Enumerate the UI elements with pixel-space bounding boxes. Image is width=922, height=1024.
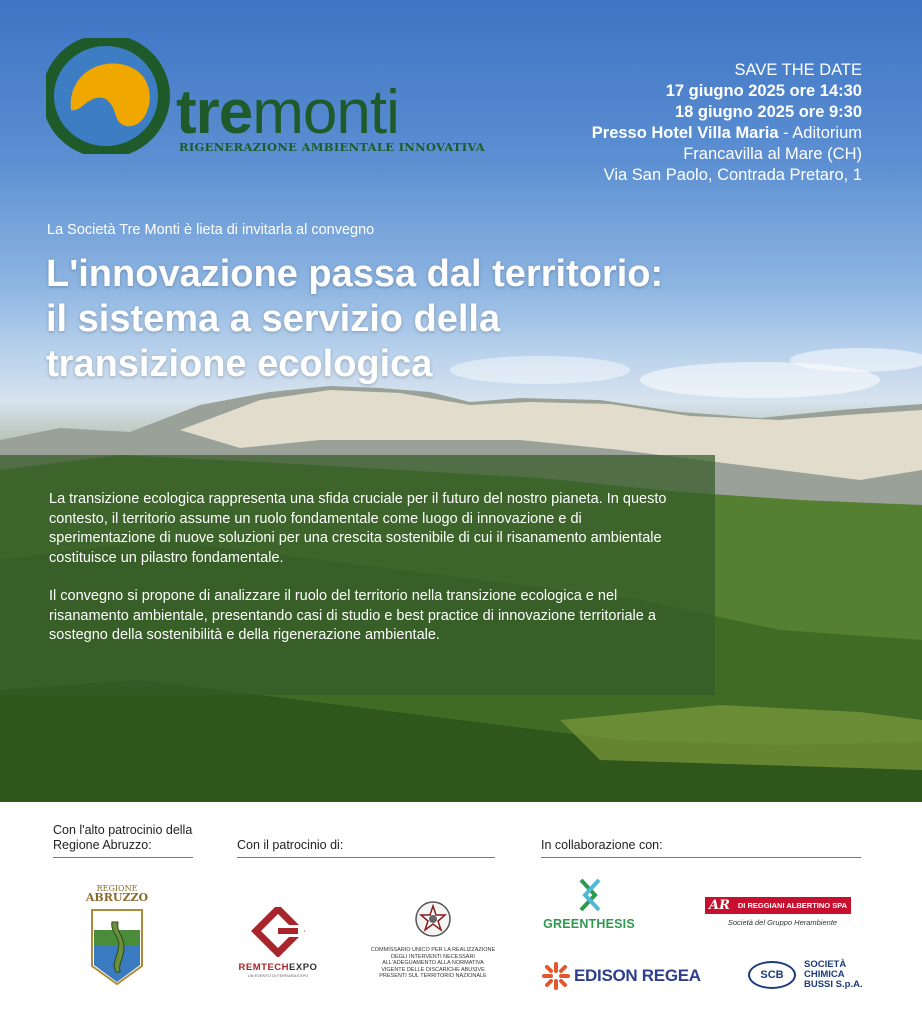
logo-wordmark <box>176 78 399 147</box>
edison-sunburst-icon <box>542 962 570 990</box>
divider <box>237 857 495 858</box>
sponsors-footer <box>0 802 922 1024</box>
remtech-subtitle: UN EVENTO DI FERRARA EXPO <box>247 973 309 978</box>
reggiani-ar-icon: AR <box>705 897 734 914</box>
title-line-2: il sistema a servizio della <box>46 298 501 340</box>
italian-emblem-icon <box>370 898 496 942</box>
scb-logo <box>748 960 863 990</box>
reggiani-subtitle: Società del Gruppo Herambiente <box>727 918 838 927</box>
reggiani-logo <box>705 897 860 927</box>
greenthesis-icon <box>543 878 635 912</box>
remtech-expo-logo <box>232 907 324 978</box>
title-line-1: L'innovazione passa dal territorio: <box>46 253 664 295</box>
remtech-icon <box>232 907 324 957</box>
title-line-3: transizione ecologica <box>46 343 433 385</box>
save-the-date-label: SAVE THE DATE <box>734 61 862 79</box>
abruzzo-crest-icon <box>82 906 152 988</box>
edison-regea-logo <box>542 962 717 990</box>
divider <box>53 857 193 858</box>
intro-text: La Società Tre Monti è lieta di invitarla al convegno <box>47 222 375 238</box>
logo-tagline: RIGENERAZIONE AMBIENTALE INNOVATIVA <box>179 140 486 154</box>
scb-name-line: CHIMICA <box>804 969 845 980</box>
save-the-date-block <box>592 60 862 186</box>
remtech-wordmark <box>232 962 324 973</box>
logo-word-bold: tre <box>176 78 253 147</box>
venue-address: Via San Paolo, Contrada Pretaro, 1 <box>603 166 862 184</box>
logo-word-light: monti <box>252 78 399 147</box>
venue-city: Francavilla al Mare (CH) <box>683 145 862 163</box>
regione-abruzzo-label <box>82 884 152 902</box>
date-day-2: 18 giugno 2025 ore 9:30 <box>674 103 862 121</box>
logo-emblem <box>46 38 170 154</box>
remtech-text: REMTECH <box>238 962 290 973</box>
venue-room: - Aditorium <box>778 124 862 142</box>
description-paragraph-1: La transizione ecologica rappresenta una sfida cruciale per il futuro del nostro pianeta. In questo contesto, il territorio assume un ruolo fondamentale come luogo di innovazione e di sperimentazione di nuove soluzioni per una crescita sostenibile di cui il risanamento ambientale costituisce un pilastro fondamentale. <box>49 491 667 566</box>
greenthesis-logo <box>543 878 635 931</box>
reggiani-name: DI REGGIANI ALBERTINO SPA <box>734 897 851 914</box>
greenthesis-wordmark: GREENTHESIS <box>543 917 635 931</box>
scb-name-line: SOCIETÀ <box>804 959 847 970</box>
label-patronage: Con il patrocinio di: <box>237 838 344 852</box>
remtech-expo-text: EXPO <box>289 962 318 973</box>
scb-name-line: BUSSI S.p.A. <box>804 979 863 990</box>
reggiani-banner <box>705 897 860 914</box>
divider <box>541 857 861 858</box>
commissario-logo <box>370 898 496 980</box>
scb-name <box>804 960 863 990</box>
tremonti-logo <box>46 38 486 158</box>
description-paragraph-2: Il convegno si propone di analizzare il ruolo del territorio nella transizione ecologica e nel risanamento ambientale, presentando casi di studio e best practice di innovazione territoriale a sostegno della sostenibilità e della rigenerazione ambientale. <box>49 588 656 643</box>
regione-abruzzo-logo <box>82 884 152 993</box>
scb-badge: SCB <box>748 961 796 989</box>
label-collaboration: In collaborazione con: <box>541 838 663 852</box>
edison-wordmark: EDISON REGEA <box>574 966 701 985</box>
venue-name: Presso Hotel Villa Maria <box>591 124 779 142</box>
date-day-1: 17 giugno 2025 ore 14:30 <box>665 82 862 100</box>
regione-text: REGIONE <box>96 884 138 893</box>
label-high-patronage: Con l'alto patrocinio della Regione Abruzzo: <box>53 823 193 852</box>
venue <box>592 123 862 144</box>
abruzzo-text: ABRUZZO <box>85 891 149 904</box>
conference-title <box>46 252 806 387</box>
commissario-text: COMMISSARIO UNICO PER LA REALIZZAZIONE DEGLI INTERVENTI NECESSARI ALL'ADEGUAMENTO ALLA NORMATIVA VIGENTE DELLE DISCARICHE ABUSIVE PRESENTI SUL TERRITORIO NAZIONALE <box>370 947 496 979</box>
